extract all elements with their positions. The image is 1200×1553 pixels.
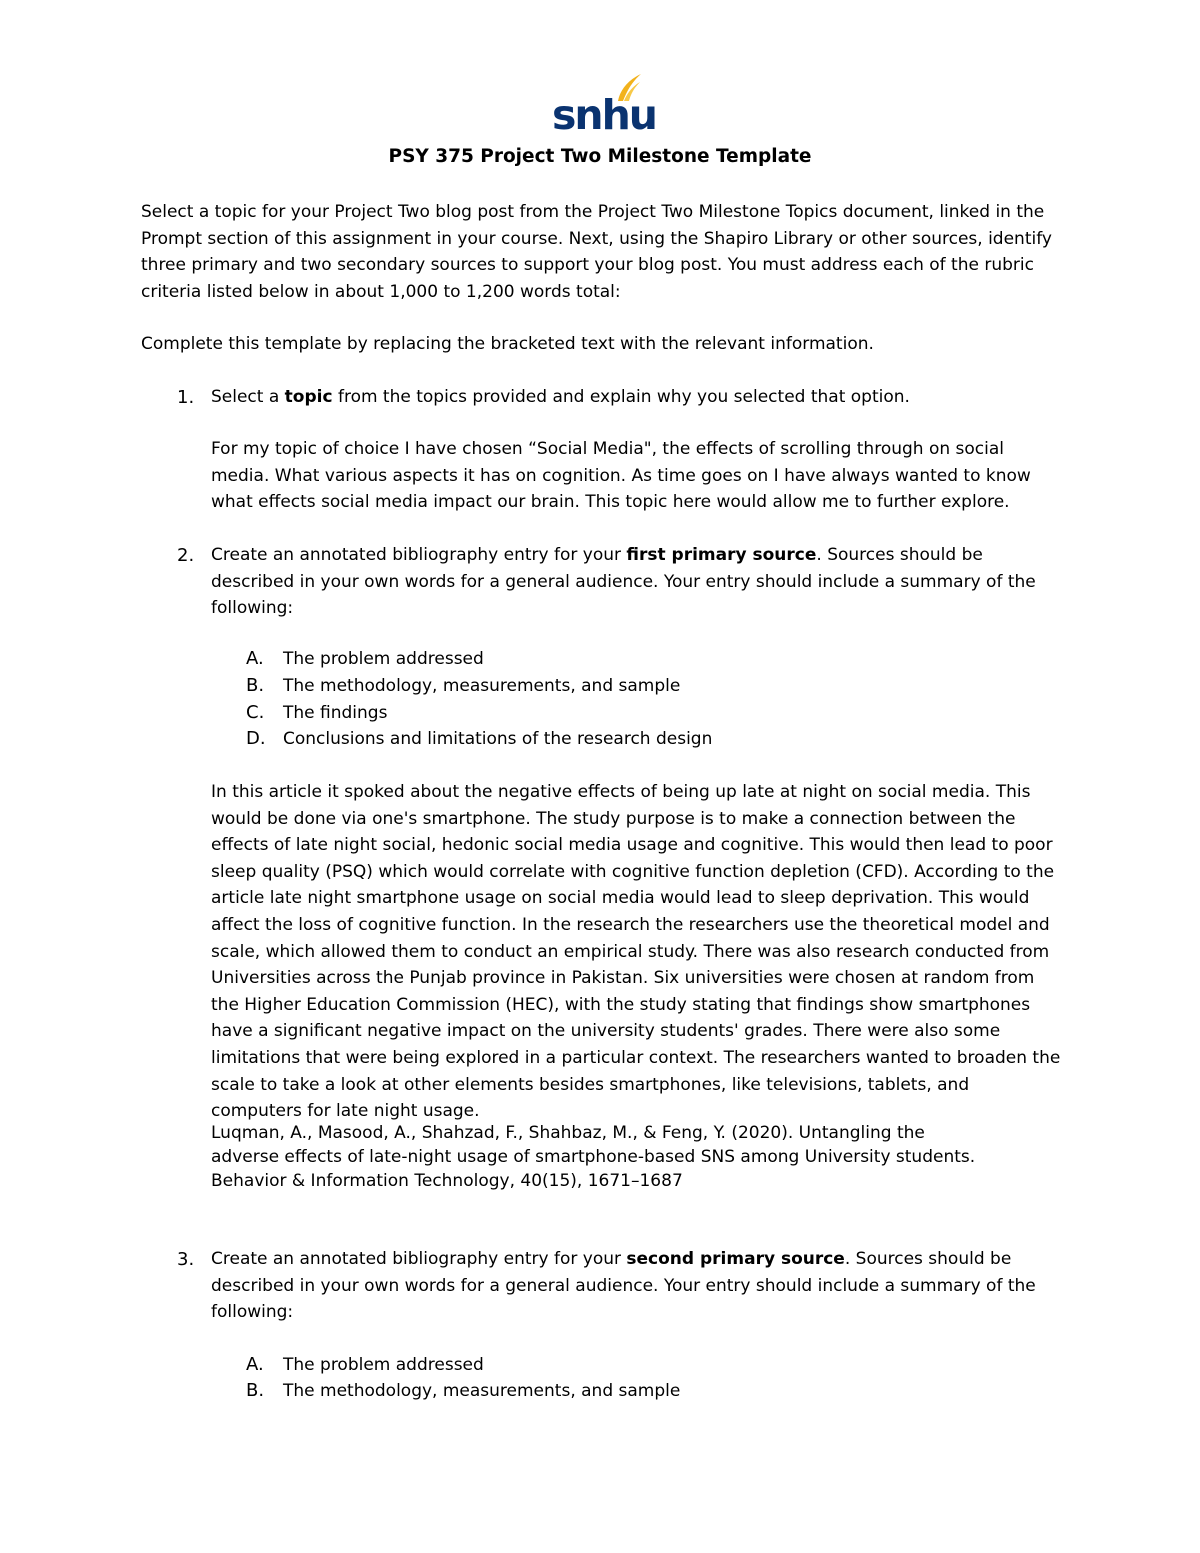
citation-line: adverse effects of late-night usage of smartphone-based SNS among University students. bbox=[211, 1147, 976, 1167]
subitem-letter: C. bbox=[246, 702, 265, 723]
prompt-bold: first primary source bbox=[626, 545, 817, 565]
page-title: PSY 375 Project Two Milestone Template bbox=[388, 146, 812, 167]
item-number-2: 2. bbox=[177, 545, 195, 566]
subitem-letter: D. bbox=[246, 728, 266, 749]
item-answer-2: In this article it spoked about the negative effects of being up late at night on social media. This would be done via one's smartphone. The study purpose is to make a connection between the effects of late night social, hedonic social media usage and cognitive. This would then lead to poor sleep quality (PSQ) which would correlate with cognitive function depletion (CFD). According to the article late night smartphone usage on social media would lead to sleep deprivation. This would affect the loss of cognitive function. In the research the researchers use the theoretical model and scale, which allowed them to conduct an empirical study. There was also research conducted from Universities across the Punjab province in Pakistan. Six universities were chosen at random from the Higher Education Commission (HEC), with the study stating that findings show smartphones have a significant negative impact on the university students' grades. There were also some limitations that were being explored in a particular context. The researchers wanted to broaden the scale to take a look at other elements besides smartphones, like televisions, tablets, and computers for late night usage. bbox=[211, 782, 1061, 1122]
citation-line: Behavior & Information Technology, 40(15), 1671–1687 bbox=[211, 1171, 683, 1191]
prompt-text: Create an annotated bibliography entry for your bbox=[211, 545, 627, 565]
item-answer-1: For my topic of choice I have chosen “Social Media", the effects of scrolling through on social media. What various aspects it has on cognition. As time goes on I have always wanted to know what effects social media impact our brain. This topic here would allow me to further explore. bbox=[211, 439, 1031, 513]
item-prompt-3 bbox=[211, 1246, 1061, 1326]
item-prompt-1 bbox=[211, 384, 1061, 411]
prompt-text: . Sources should be described in your own words for a general audience. Your entry should include a summary of the following: bbox=[211, 1249, 1036, 1323]
prompt-text: . Sources should be described in your own words for a general audience. Your entry should include a summary of the following: bbox=[211, 545, 1036, 619]
subitem-text: The methodology, measurements, and sample bbox=[283, 676, 681, 696]
intro-paragraph: Select a topic for your Project Two blog post from the Project Two Milestone Topics document, linked in the Prompt section of this assignment in your course. Next, using the Shapiro Library or other sources, identify three primary and two secondary sources to support your blog post. You must address each of the rubric criteria listed below in about 1,000 to 1,200 words total: bbox=[141, 202, 1052, 302]
item-prompt-2 bbox=[211, 542, 1061, 622]
subitem-text: The problem addressed bbox=[283, 1355, 484, 1375]
subitem-letter: A. bbox=[246, 1354, 264, 1375]
item-number-1: 1. bbox=[177, 387, 195, 408]
snhu-logo bbox=[552, 72, 656, 139]
prompt-text: Create an annotated bibliography entry for your bbox=[211, 1249, 627, 1269]
prompt-text: from the topics provided and explain why you selected that option. bbox=[332, 387, 910, 407]
subitem-text: Conclusions and limitations of the research design bbox=[283, 729, 713, 749]
prompt-bold: second primary source bbox=[626, 1249, 845, 1269]
item-number-3: 3. bbox=[177, 1249, 195, 1270]
citation-line: Luqman, A., Masood, A., Shahzad, F., Shahbaz, M., & Feng, Y. (2020). Untangling the bbox=[211, 1123, 925, 1143]
logo-text: snhu bbox=[552, 91, 656, 139]
subitem-text: The findings bbox=[283, 703, 388, 723]
prompt-bold: topic bbox=[284, 387, 333, 407]
subitem-letter: B. bbox=[246, 1380, 265, 1401]
subitem-text: The problem addressed bbox=[283, 649, 484, 669]
instruction-paragraph: Complete this template by replacing the bracketed text with the relevant information. bbox=[141, 334, 874, 354]
subitem-letter: B. bbox=[246, 675, 265, 696]
prompt-text: Select a bbox=[211, 387, 285, 407]
subitem-letter: A. bbox=[246, 648, 264, 669]
subitem-text: The methodology, measurements, and sample bbox=[283, 1381, 681, 1401]
